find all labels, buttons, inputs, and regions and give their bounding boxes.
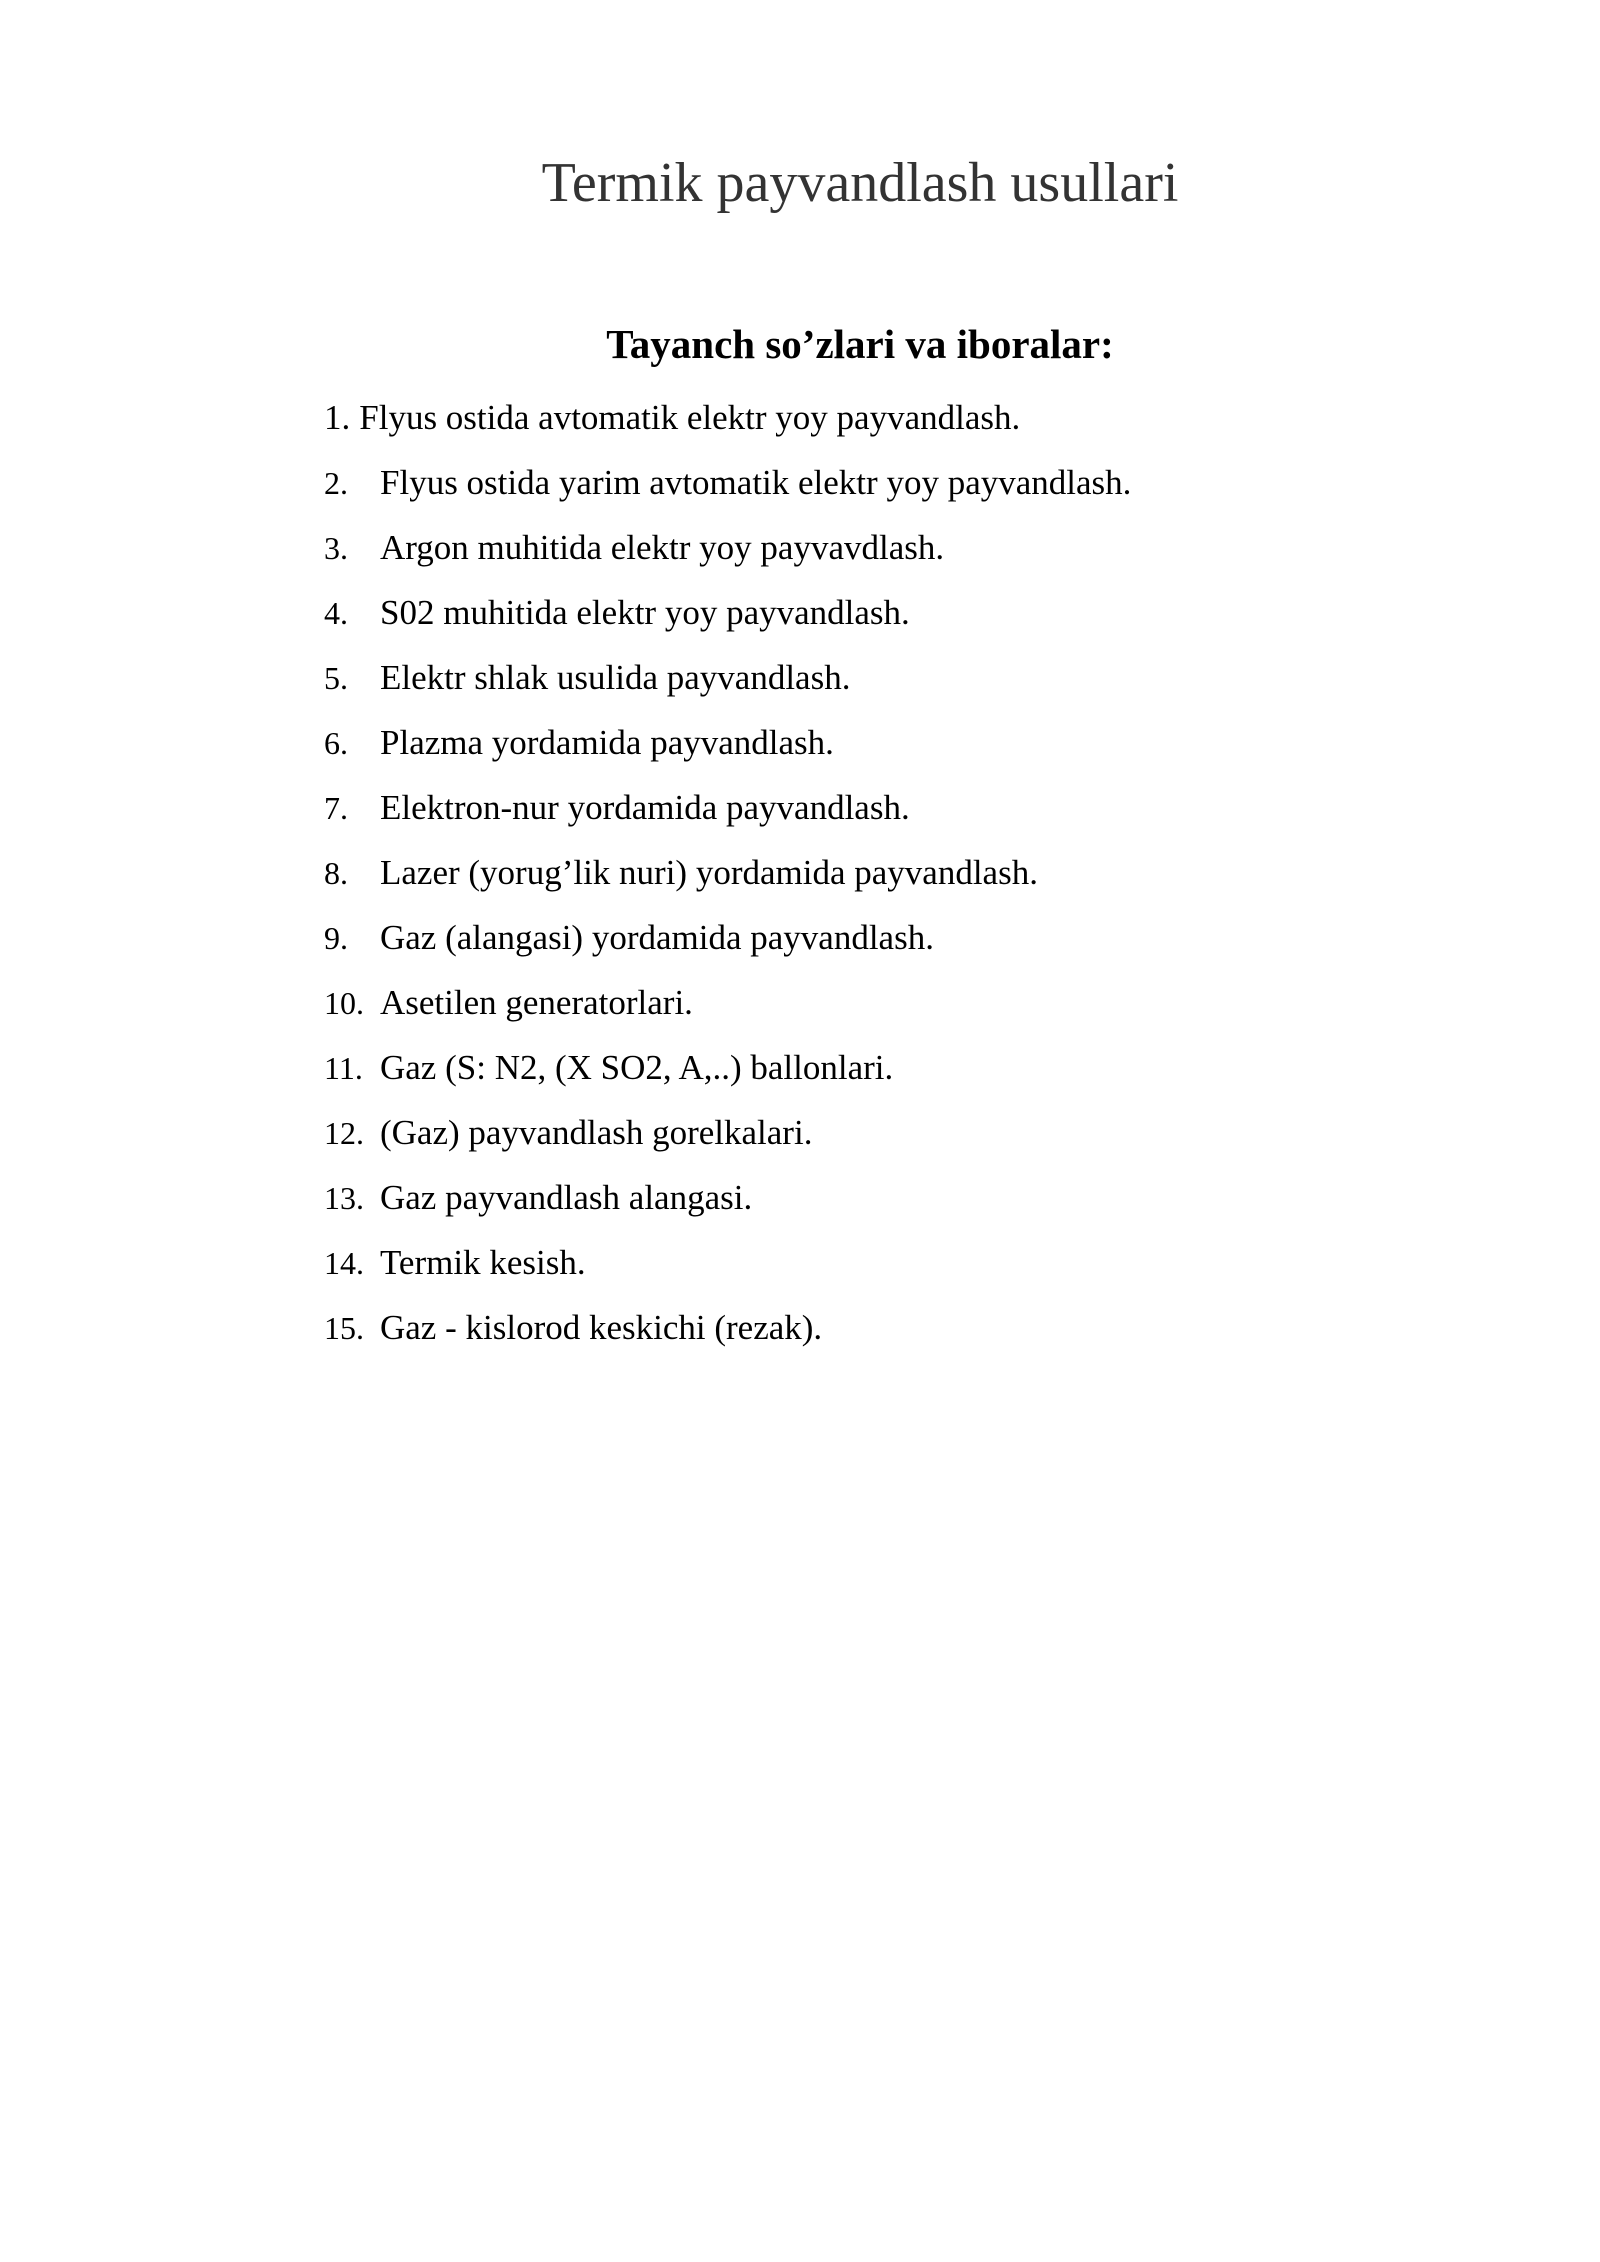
document-title: Termik payvandlash usullari: [541, 152, 1179, 214]
list-item: [324, 1044, 1324, 1109]
list-item-number: 1.: [324, 398, 351, 437]
list-item-number: 3.: [324, 530, 348, 566]
list-item-text: Termik kesish.: [380, 1243, 586, 1282]
list-item: [324, 654, 1324, 719]
list-item: [324, 394, 1324, 459]
list-item: [324, 589, 1324, 654]
list-item-number: 5.: [324, 660, 348, 696]
list-item: [324, 849, 1324, 914]
list-item-number: 6.: [324, 725, 348, 761]
list-item-text: Gaz - kislorod keskichi (rezak).: [380, 1308, 823, 1347]
list-item-number: 13.: [324, 1180, 364, 1216]
list-item-text: Lazer (yorug’lik nuri) yordamida payvandlash.: [380, 853, 1038, 892]
list-item: [324, 524, 1324, 589]
list-item: [324, 1174, 1324, 1239]
list-item-number: 7.: [324, 790, 348, 826]
list-item-number: 10.: [324, 985, 364, 1021]
list-item-number: 15.: [324, 1310, 364, 1346]
list-item: [324, 784, 1324, 849]
list-item: [324, 1304, 1324, 1369]
list-item: [324, 1109, 1324, 1174]
list-item-number: 11.: [324, 1050, 363, 1086]
list-item-text: Flyus ostida yarim avtomatik elektr yoy payvandlash.: [380, 463, 1132, 502]
list-item: [324, 719, 1324, 784]
list-item-text: Asetilen generatorlari.: [380, 983, 693, 1022]
list-item-text: S02 muhitida elektr yoy payvandlash.: [380, 593, 910, 632]
list-item-number: 2.: [324, 465, 348, 501]
list-item-number: 9.: [324, 920, 348, 956]
list-item-number: 8.: [324, 855, 348, 891]
list-item-text: Gaz (S: N2, (X SO2, A,..) ballonlari.: [380, 1048, 894, 1087]
list-item: [324, 979, 1324, 1044]
document-subtitle: Tayanch so’zlari va iboralar:: [606, 321, 1114, 367]
list-item-number: 4.: [324, 595, 348, 631]
list-item: [324, 914, 1324, 979]
list-item-number: 12.: [324, 1115, 364, 1151]
list-item-text: Gaz (alangasi) yordamida payvandlash.: [380, 918, 934, 957]
list-item-text: Plazma yordamida payvandlash.: [380, 723, 834, 762]
list-item-text: Flyus ostida avtomatik elektr yoy payvandlash.: [359, 398, 1021, 437]
list-item: [324, 459, 1324, 524]
list-item-number: 14.: [324, 1245, 364, 1281]
list-item: [324, 1239, 1324, 1304]
list-item-text: (Gaz) payvandlash gorelkalari.: [380, 1113, 813, 1152]
list-item-text: Elektr shlak usulida payvandlash.: [380, 658, 851, 697]
list-item-text: Elektron-nur yordamida payvandlash.: [380, 788, 910, 827]
list-item-text: Gaz payvandlash alangasi.: [380, 1178, 753, 1217]
list-item-text: Argon muhitida elektr yoy payvavdlash.: [380, 528, 945, 567]
term-list: [324, 394, 1324, 1369]
